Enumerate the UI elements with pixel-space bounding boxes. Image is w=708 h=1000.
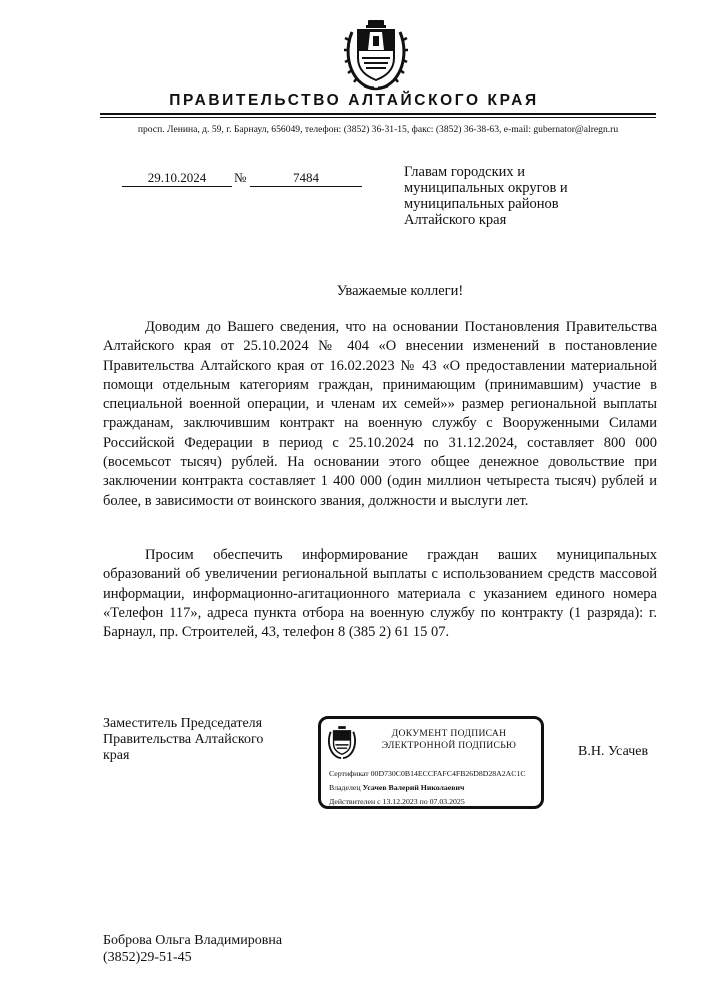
contact-address: просп. Ленина, д. 59, г. Барнаул, 656049, телефон: (3852) 36-31-15, факс: (3852) 36-38-63, e-mail: gubernator@alregn.ru <box>137 124 619 135</box>
certificate-value: 00D730C0B14ECCFAFC4FB26D8D28A2AC1C <box>370 769 526 778</box>
number-sign: № <box>234 170 247 185</box>
signer-position-line: Заместитель Председателя <box>103 716 263 731</box>
valid-from-prefix: с <box>377 797 381 806</box>
stamp-valid-row <box>329 795 526 809</box>
stamp-certificate-row <box>329 767 526 781</box>
executor-name: Боброва Ольга Владимировна <box>103 933 283 948</box>
electronic-signature-stamp <box>318 716 544 809</box>
stamp-details <box>329 767 526 809</box>
certificate-label: Сертификат <box>329 769 369 778</box>
owner-label: Владелец <box>329 783 361 792</box>
recipient-line: Главам городских и <box>404 164 526 180</box>
valid-from: 13.12.2023 <box>382 797 418 806</box>
stamp-emblem-icon <box>327 725 357 761</box>
letter-date: 29.10.2024 <box>122 170 232 187</box>
header-rule-thick <box>100 113 656 115</box>
recipient-line: муниципальных районов <box>404 196 559 212</box>
stamp-title <box>359 728 539 752</box>
signer-name: В.Н. Усачев <box>578 744 649 759</box>
body-paragraph-1: Доводим до Вашего сведения, что на основании Постановления Правительства Алтайского края от 25.10.2024 № 404 «О внесении изменений в постановление Правительства Алтайского края от 16.02.2023 № 43 «О предоставлении материальной помощи отдельным категориям граждан, принимающим (принимавшим) участие в специальной военной операции, и членам их семей»» размер региональной выплаты гражданам, заключившим контракт на военную службу с Вооруженными Силами Российской Федерации в период с 25.10.2024 по 31.12.2024, составляет 800 000 (восемьсот тысяч) рублей. На основании этого общее денежное довольствие при заключении контракта составляет 1 400 000 (один миллион четыреста тысяч) рублей и более, в зависимости от воинского звания, должности и выслуги лет. <box>103 319 657 509</box>
valid-to: 07.03.2025 <box>429 797 465 806</box>
header-rule-thin <box>100 117 656 118</box>
signer-position <box>103 716 303 764</box>
signer-position-line: Правительства Алтайского <box>103 732 264 747</box>
recipient-line: Алтайского края <box>404 212 507 228</box>
body-paragraph-2: Просим обеспечить информирование граждан ваших муниципальных образований об увеличении региональной выплаты с использованием средств массовой информации, информационно-агитационного материала с указанием единого номера «Телефон 117», адреса пункта отбора на военную службу по контракту (1 разряда): г. Барнаул, пр. Строителей, 43, телефон 8 (385 2) 61 15 07. <box>103 547 657 641</box>
owner-value: Усачев Валерий Николаевич <box>362 783 465 792</box>
letter-number: 7484 <box>250 170 362 187</box>
signer-position-line: края <box>103 748 130 763</box>
recipient-line: муниципальных округов и <box>404 180 568 196</box>
valid-to-prefix: по <box>419 797 428 806</box>
executor-phone: (3852)29-51-45 <box>103 950 192 965</box>
stamp-owner-row <box>329 781 526 795</box>
valid-label: Действителен <box>329 797 376 806</box>
greeting: Уважаемые коллеги! <box>336 283 464 299</box>
stamp-title-line: ДОКУМЕНТ ПОДПИСАН <box>391 728 507 739</box>
stamp-title-line: ЭЛЕКТРОННОЙ ПОДПИСЬЮ <box>381 740 517 751</box>
government-title: ПРАВИТЕЛЬСТВО АЛТАЙСКОГО КРАЯ <box>169 92 539 109</box>
recipient-block <box>404 164 644 228</box>
coat-of-arms-emblem <box>344 18 408 94</box>
